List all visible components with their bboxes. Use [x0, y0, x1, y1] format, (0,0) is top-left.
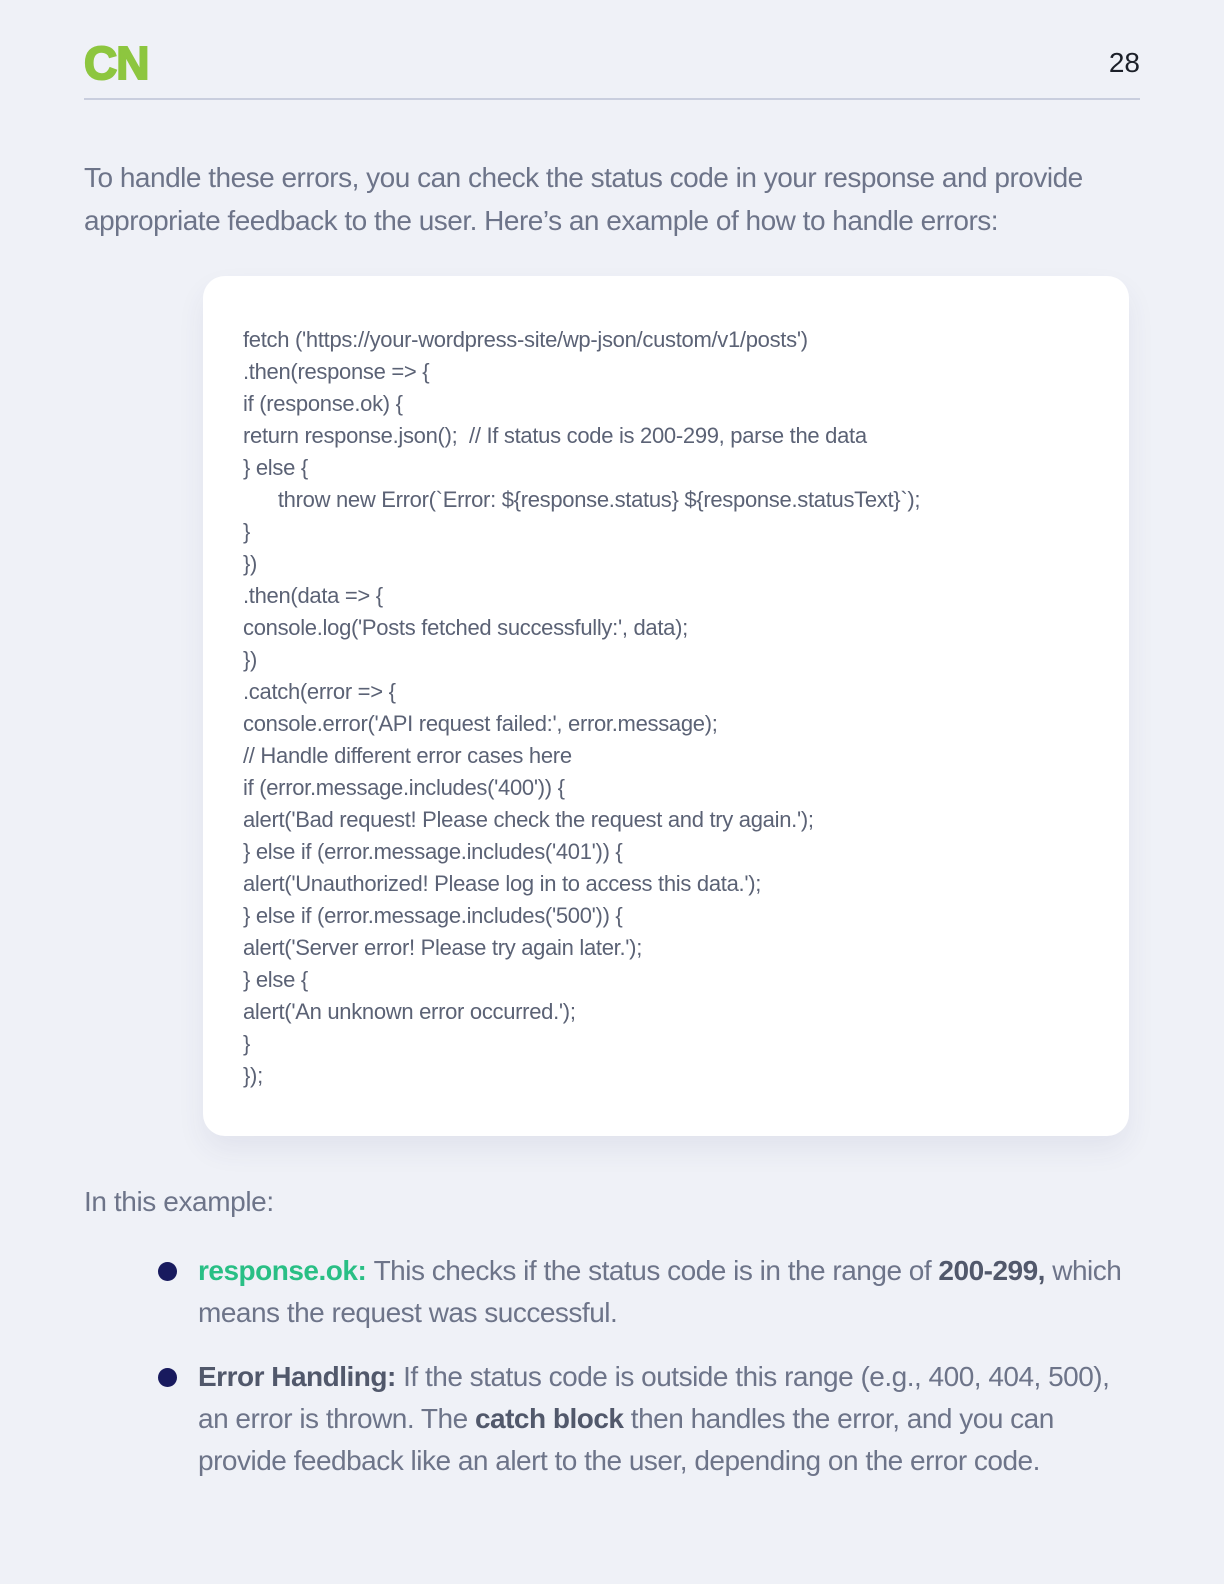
bullet-text-segment: This checks if the status code is in the range of — [373, 1255, 939, 1286]
bullet-text-segment: If the status code is outside this range (e.g., 400, 404, 500), an error is thrown. The — [198, 1361, 1110, 1434]
code-content — [243, 324, 1089, 1092]
code-line: console.log('Posts fetched successfully:', data); — [243, 615, 688, 640]
code-line: alert('Bad request! Please check the request and try again.'); — [243, 807, 814, 832]
page-number: 28 — [1108, 47, 1140, 78]
code-line: return response.json(); // If status code is 200-299, parse the data — [243, 423, 867, 448]
code-line: .catch(error => { — [243, 679, 396, 704]
code-line: }) — [243, 647, 258, 672]
intro-paragraph: To handle these errors, you can check the status code in your response and provide appropriate feedback to the user. Here’s an example of how to handle errors: — [84, 162, 1083, 236]
code-line: } else { — [243, 455, 308, 480]
bullet-dot-icon — [158, 1368, 177, 1387]
code-line: } — [243, 519, 251, 544]
bullet-text-segment: which means the request was successful. — [198, 1255, 1122, 1328]
code-line: } — [243, 1031, 251, 1056]
bullet-text — [198, 1356, 1140, 1482]
header-divider — [84, 98, 1140, 100]
code-line: // Handle different error cases here — [243, 743, 572, 768]
code-line: alert('Server error! Please try again later.'); — [243, 935, 643, 960]
code-line: alert('An unknown error occurred.'); — [243, 999, 576, 1024]
cn-logo: CN — [84, 37, 149, 89]
bullet-list — [158, 1250, 1140, 1482]
bullet-text-segment: response.ok: — [198, 1255, 374, 1286]
code-line: .then(data => { — [243, 583, 383, 608]
code-line: if (response.ok) { — [243, 391, 403, 416]
code-line: } else { — [243, 967, 308, 992]
bullet-text — [198, 1250, 1140, 1334]
bullet-text-segment: then handles the error, and you can provide feedback like an alert to the user, depending on the error code. — [198, 1403, 1054, 1476]
code-line: }) — [243, 551, 258, 576]
bullet-item — [158, 1356, 1140, 1482]
bullet-text-segment: catch block — [474, 1403, 624, 1434]
page-header — [0, 0, 1224, 92]
code-block-card — [203, 276, 1129, 1136]
code-line: if (error.message.includes('400')) { — [243, 775, 565, 800]
bullet-item — [158, 1250, 1140, 1334]
code-line: } else if (error.message.includes('500')) { — [243, 903, 623, 928]
code-line: } else if (error.message.includes('401')) { — [243, 839, 623, 864]
code-line: .then(response => { — [243, 359, 430, 384]
code-line: alert('Unauthorized! Please log in to access this data.'); — [243, 871, 762, 896]
code-line: throw new Error(`Error: ${response.status} ${response.statusText}`); — [243, 487, 921, 512]
bullet-text-segment: 200-299, — [938, 1255, 1045, 1286]
example-heading: In this example: — [84, 1186, 274, 1217]
code-line: fetch ('https://your-wordpress-site/wp-json/custom/v1/posts') — [243, 327, 808, 352]
bullet-text-segment: Error Handling: — [198, 1361, 404, 1392]
code-line: console.error('API request failed:', error.message); — [243, 711, 718, 736]
bullet-dot-icon — [158, 1262, 177, 1281]
code-line: }); — [243, 1063, 263, 1088]
